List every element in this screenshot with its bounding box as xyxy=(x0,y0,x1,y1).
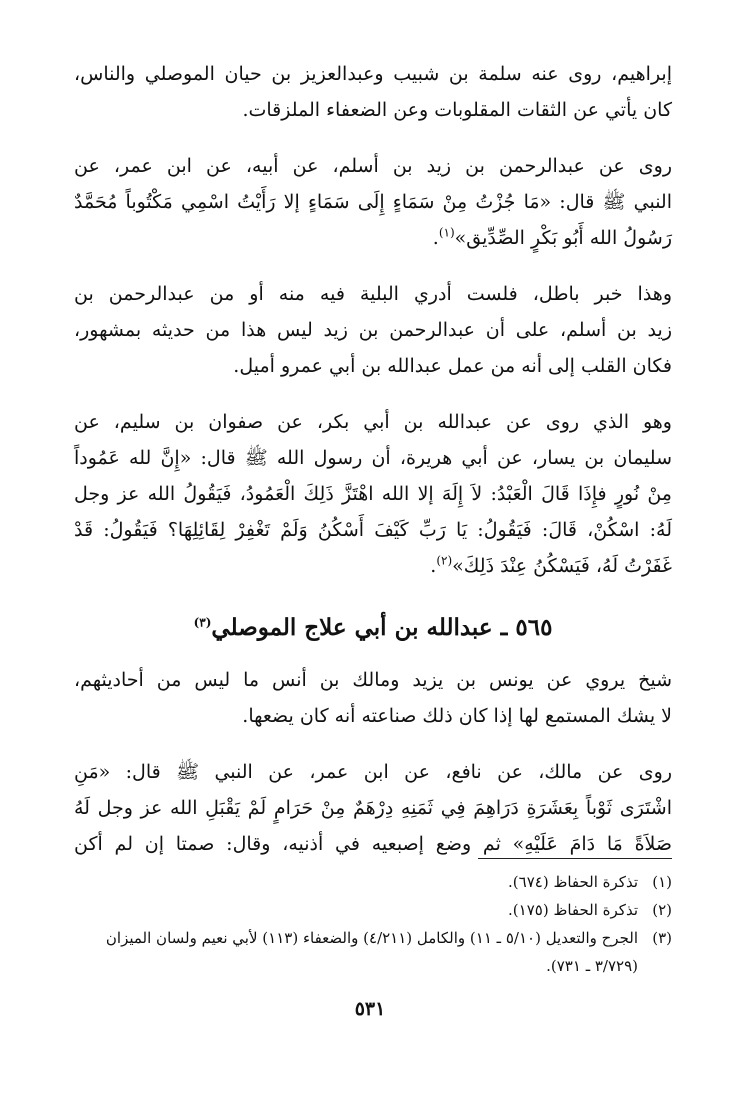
paragraph-5 xyxy=(74,662,672,734)
paragraph-line: وهذا خبر باطل، فلست أدري البلية فيه منه أو من عبدالرحمن بن xyxy=(74,283,672,305)
paragraph-line: لَهُ: اسْكُنْ، قَالَ: فَيَقُولُ: يَا رَبِّ كَيْفَ أَسْكُنُ وَلَمْ تَغْفِرْ لِقَائِلِهَا؟ فَيَقُولُ: قَدْ xyxy=(74,519,672,541)
footnote-divider xyxy=(478,858,672,859)
footnote-text: الجرح والتعديل (٥/١٠ ـ ١١) والكامل (٤/٢١١) والضعفاء (١١٣) لأبي نعيم ولسان الميزان (٣/٧٢٩ ـ ٧٣١). xyxy=(105,929,638,975)
period: . xyxy=(430,555,437,577)
paragraph-line: روى عن مالك، عن نافع، عن ابن عمر، عن النبي ﷺ قال: «مَنِ xyxy=(74,761,672,783)
footnote xyxy=(74,896,672,924)
footnote-text: تذكرة الحفاظ (٦٧٤). xyxy=(508,873,638,891)
paragraph-line: فكان القلب إلى أنه من عمل عبدالله بن أبي عمرو أميل. xyxy=(233,355,672,377)
page-body xyxy=(74,56,672,862)
entry-heading xyxy=(74,610,672,646)
footnote-text: تذكرة الحفاظ (١٧٥). xyxy=(508,901,638,919)
paragraph-line: سليمان بن يسار، عن أبي هريرة، أن رسول الله ﷺ قال: «إِنَّ لله عَمُوداً xyxy=(74,447,672,469)
entry-number: ٥٦٥ xyxy=(515,614,553,641)
entry-title: عبدالله بن أبي علاج الموصلي xyxy=(211,614,493,641)
footnote-ref: (٢) xyxy=(436,553,453,568)
quote-text: رَسُولُ الله أَبُو بَكْرٍ الصِّدِّيق» xyxy=(454,227,672,249)
paragraph-line: مِنْ نُورٍ فإِذَا قَالَ الْعَبْدُ: لاَ إِلَهَ إلا الله اهْتَزَّ ذَلِكَ الْعَمُودُ، فَيَقُولُ الله عز وجل xyxy=(74,483,672,505)
paragraph-1 xyxy=(74,56,672,128)
paragraph-4 xyxy=(74,404,672,584)
paragraph-line: كان يأتي عن الثقات المقلوبات وعن الضعفاء الملزقات. xyxy=(242,99,672,121)
footnote-number: (٢) xyxy=(652,901,672,919)
paragraph-line: النبي ﷺ قال: «مَا جُزْتُ مِنْ سَمَاءٍ إِلَى سَمَاءٍ إلا رَأَيْتُ اسْمِي مَكْتُوباً مُحَمَّدٌ xyxy=(74,191,672,213)
paragraph-line: وهو الذي روى عن عبدالله بن أبي بكر، عن صفوان بن سليم، عن xyxy=(74,411,672,433)
paragraph-line: شيخ يروي عن يونس بن يزيد ومالك بن أنس ما ليس من أحاديثهم، xyxy=(74,669,672,691)
paragraph-3 xyxy=(74,276,672,384)
paragraph-6 xyxy=(74,754,672,862)
paragraph-line: صَلاَةً مَا دَامَ عَلَيْهِ» ثم وضع إصبعيه في أذنيه، وقال: صمتا إن لم أكن xyxy=(74,833,672,855)
paragraph-line: اشْتَرَى ثَوْباً بِعَشَرَةِ دَرَاهِمَ فِي ثَمَنِهِ دِرْهَمٌ مِنْ حَرَامٍ لَمْ يَقْبَلِ الله عز وجل لَهُ xyxy=(74,797,672,819)
footnotes xyxy=(74,868,672,980)
paragraph-line: لا يشك المستمع لها إذا كان ذلك صناعته أنه كان يضعها. xyxy=(242,705,672,727)
paragraph-line xyxy=(74,220,672,256)
paragraph-line: روى عن عبدالرحمن بن زيد بن أسلم، عن أبيه، عن ابن عمر، عن xyxy=(74,155,672,177)
paragraph-line xyxy=(74,548,672,584)
footnote-ref: (١) xyxy=(438,225,455,240)
entry-dash: ـ xyxy=(500,614,508,641)
page-number: ٥٣١ xyxy=(354,998,386,1020)
paragraph-2 xyxy=(74,148,672,256)
footnote-number: (٣) xyxy=(652,929,672,947)
footnote xyxy=(74,924,672,980)
footnote xyxy=(74,868,672,896)
quote-text: غَفَرْتُ لَهُ، فَيَسْكُنُ عِنْدَ ذَلِكَ» xyxy=(452,555,672,577)
footnote-number: (١) xyxy=(652,873,672,891)
period: . xyxy=(432,227,439,249)
paragraph-line: إبراهيم، روى عنه سلمة بن شبيب وعبدالعزيز بن حيان الموصلي والناس، xyxy=(74,63,672,85)
footnote-ref: (٣) xyxy=(193,615,212,630)
paragraph-line: زيد بن أسلم، على أن عبدالرحمن بن زيد ليس هذا من حديثه بمشهور، xyxy=(74,319,672,341)
